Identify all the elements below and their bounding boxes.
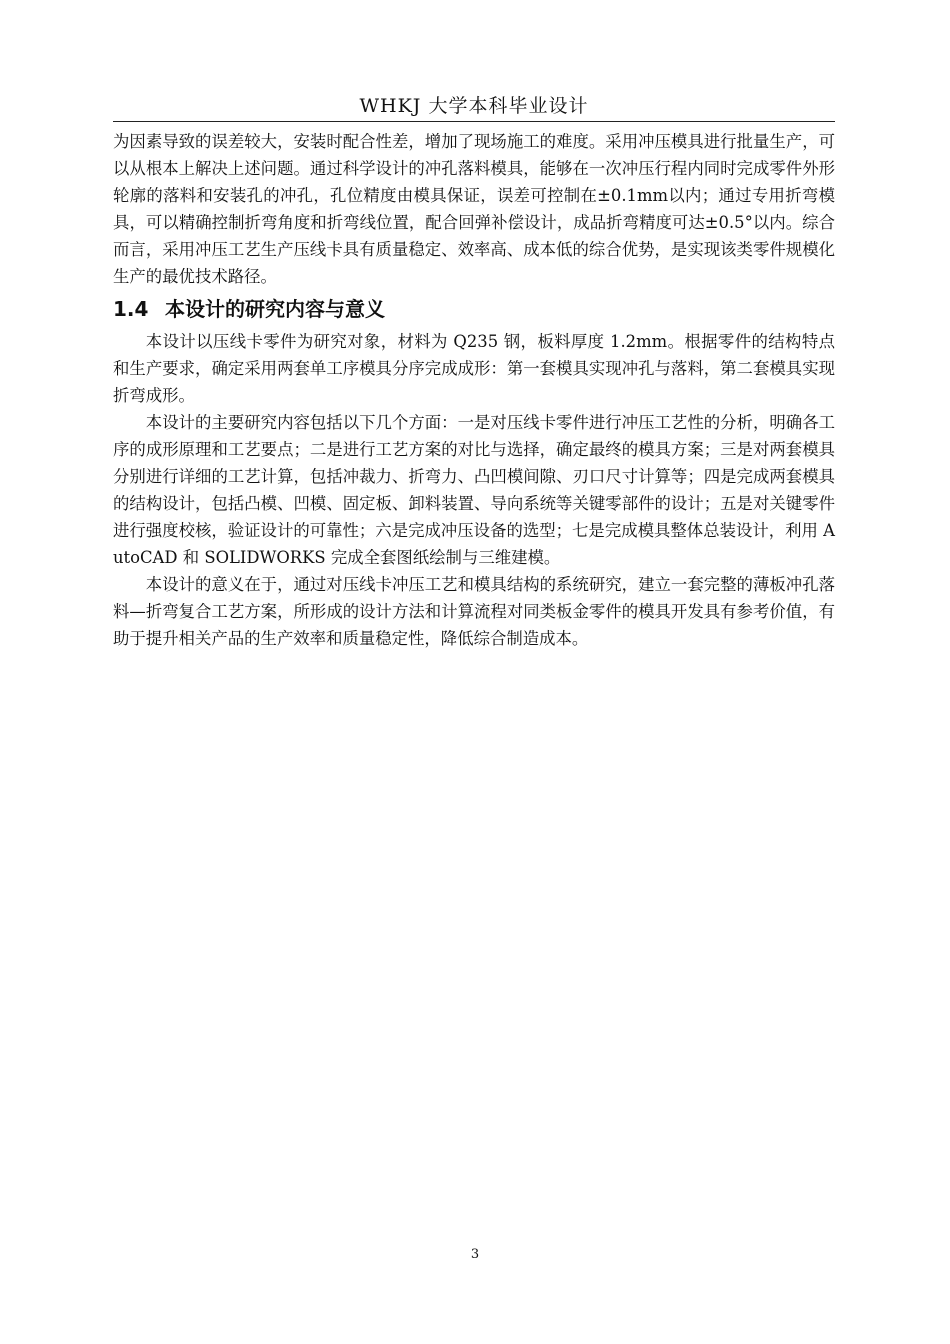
header-rule bbox=[113, 121, 835, 122]
section-title: 本设计的研究内容与意义 bbox=[165, 297, 385, 321]
continued-paragraph: 为因素导致的误差较大，安装时配合性差，增加了现场施工的难度。采用冲压模具进行批量生产，可以从根本上解决上述问题。通过科学设计的冲孔落料模具，能够在一次冲压行程内同时完成零件外形轮廓的落料和安装孔的冲孔，孔位精度由模具保证，误差可控制在±0.1mm以内；通过专用折弯模具，可以精确控制折弯角度和折弯线位置，配合回弹补偿设计，成品折弯精度可达±0.5°以内。综合而言，采用冲压工艺生产压线卡具有质量稳定、效率高、成本低的综合优势，是实现该类零件规模化生产的最优技术路径。 bbox=[113, 132, 835, 286]
page-number: 3 bbox=[470, 1247, 480, 1262]
section-heading bbox=[113, 292, 835, 326]
running-header: WHKJ 大学本科毕业设计 bbox=[359, 95, 589, 117]
body-paragraph: 本设计的主要研究内容包括以下几个方面：一是对压线卡零件进行冲压工艺性的分析，明确各工序的成形原理和工艺要点；二是进行工艺方案的对比与选择，确定最终的模具方案；三是对两套模具分别进行详细的工艺计算，包括冲裁力、折弯力、凸凹模间隙、刃口尺寸计算等；四是完成两套模具的结构设计，包括凸模、凹模、固定板、卸料装置、导向系统等关键零部件的设计；五是对关键零件进行强度校核，验证设计的可靠性；六是完成冲压设备的选型；七是完成模具整体总装设计，利用 AutoCAD 和 SOLIDWORKS 完成全套图纸绘制与三维建模。 bbox=[113, 413, 835, 567]
body-paragraph: 本设计以压线卡零件为研究对象，材料为 Q235 钢，板料厚度 1.2mm。根据零件的结构特点和生产要求，确定采用两套单工序模具分序完成成形：第一套模具实现冲孔与落料，第二套模具实现折弯成形。 bbox=[113, 332, 835, 405]
page-body bbox=[113, 128, 835, 652]
body-paragraph: 本设计的意义在于，通过对压线卡冲压工艺和模具结构的系统研究，建立一套完整的薄板冲孔落料—折弯复合工艺方案，所形成的设计方法和计算流程对同类板金零件的模具开发具有参考价值，有助于提升相关产品的生产效率和质量稳定性，降低综合制造成本。 bbox=[113, 575, 835, 648]
section-number: 1.4 bbox=[113, 297, 149, 321]
